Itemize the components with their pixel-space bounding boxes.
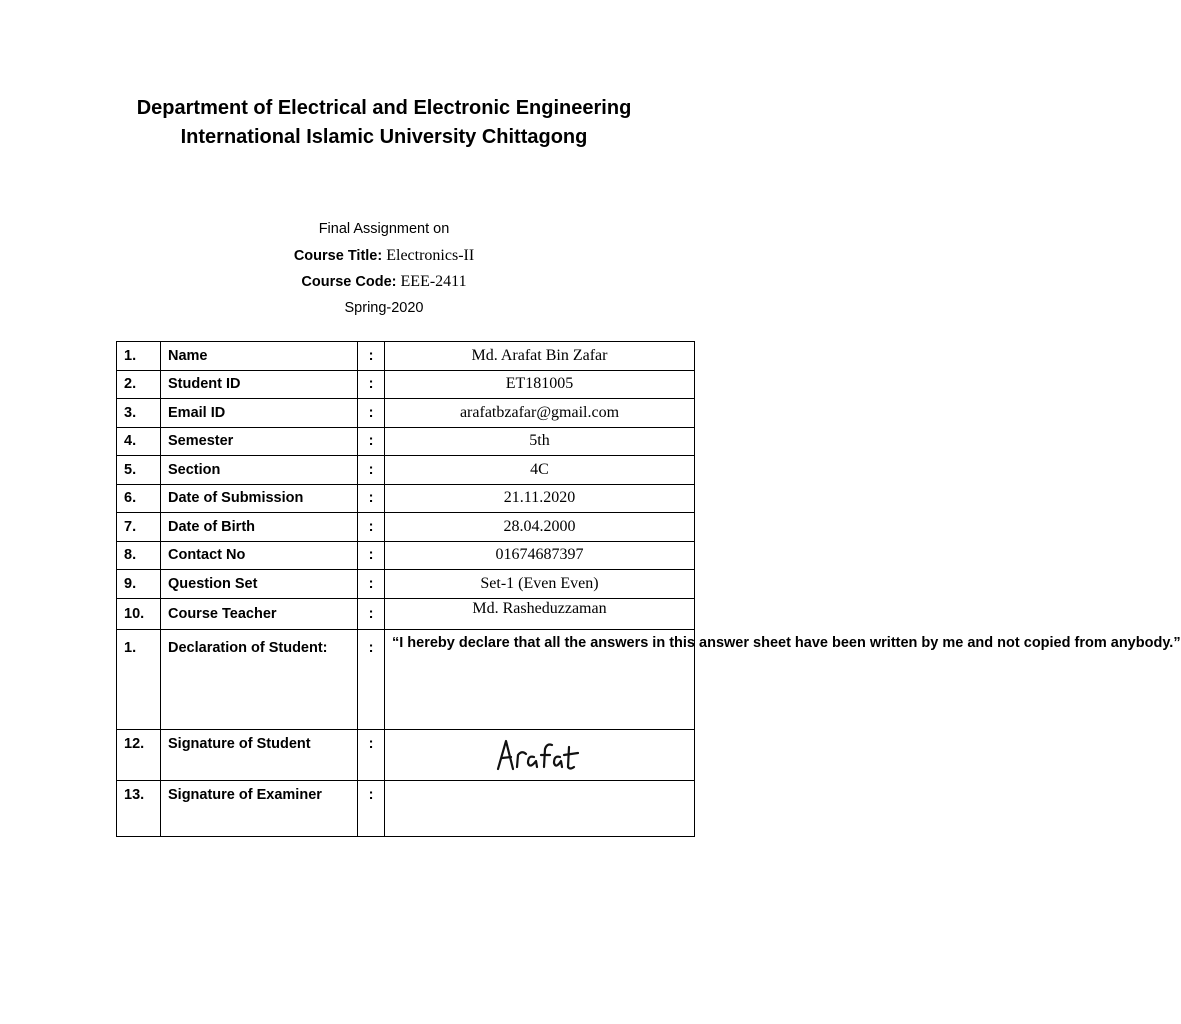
- assignment-heading: Final Assignment on: [318, 221, 450, 237]
- row-value: 5th: [385, 427, 695, 456]
- table-row: [117, 370, 695, 399]
- row-label: Course Teacher: [161, 598, 358, 629]
- course-code-label: Course Code:: [301, 274, 397, 290]
- row-label: Student ID: [161, 370, 358, 399]
- row-label: Date of Birth: [161, 513, 358, 542]
- row-label: Date of Submission: [161, 484, 358, 513]
- row-label: Email ID: [161, 399, 358, 428]
- row-colon: :: [358, 427, 385, 456]
- row-number: 1.: [117, 342, 161, 371]
- row-number: 13.: [117, 780, 161, 836]
- row-number: 5.: [117, 456, 161, 485]
- table-row: [117, 598, 695, 629]
- university-title: International Islamic University Chittagong: [180, 126, 588, 148]
- course-title-label: Course Title:: [293, 247, 383, 264]
- table-row: [117, 427, 695, 456]
- row-colon: :: [358, 598, 385, 629]
- department-title: Department of Electrical and Electronic Engineering: [136, 97, 632, 119]
- row-colon: :: [358, 541, 385, 570]
- row-number: 1.: [117, 629, 161, 729]
- row-number: 8.: [117, 541, 161, 570]
- document-header: [0, 94, 768, 152]
- table-row: [117, 399, 695, 428]
- examiner-signature-row: [117, 780, 695, 836]
- row-colon: :: [358, 484, 385, 513]
- declaration-text: “I hereby declare that all the answers in this answer sheet have been written by me and not copied from anybody.”: [385, 629, 695, 729]
- row-value: Set-1 (Even Even): [385, 570, 695, 599]
- row-number: 10.: [117, 598, 161, 629]
- row-number: 4.: [117, 427, 161, 456]
- row-label: Section: [161, 456, 358, 485]
- course-title-line: [0, 243, 768, 270]
- row-value: 01674687397: [385, 541, 695, 570]
- course-title-value: Electronics-II: [386, 246, 475, 264]
- row-label: Contact No: [161, 541, 358, 570]
- table-row: [117, 513, 695, 542]
- table-row: [117, 541, 695, 570]
- info-rows: [117, 342, 1181, 837]
- row-colon: :: [358, 513, 385, 542]
- row-value: ET181005: [385, 370, 695, 399]
- declaration-row: [117, 629, 695, 729]
- row-label: Signature of Examiner: [161, 780, 358, 836]
- row-value: Md. Arafat Bin Zafar: [385, 342, 695, 371]
- row-colon: :: [358, 342, 385, 371]
- assignment-info: [0, 217, 768, 321]
- course-code-value: EEE-2411: [400, 273, 467, 290]
- table-row: [117, 342, 695, 371]
- row-number: 9.: [117, 570, 161, 599]
- course-code-line: [0, 269, 768, 296]
- student-info-table: [116, 341, 1181, 837]
- row-value: arafatbzafar@gmail.com: [385, 399, 695, 428]
- row-label: Question Set: [161, 570, 358, 599]
- row-number: 6.: [117, 484, 161, 513]
- term-line: Spring-2020: [344, 299, 424, 316]
- row-label: Declaration of Student:: [161, 629, 358, 729]
- student-signature-image: [494, 733, 586, 777]
- row-label: Semester: [161, 427, 358, 456]
- row-label: Signature of Student: [161, 729, 358, 780]
- row-colon: :: [358, 780, 385, 836]
- row-value: 4C: [385, 456, 695, 485]
- row-value: 28.04.2000: [385, 513, 695, 542]
- row-colon: :: [358, 456, 385, 485]
- student-signature-cell: [385, 729, 695, 780]
- table-row: [117, 456, 695, 485]
- row-colon: :: [358, 399, 385, 428]
- table-row: [117, 570, 695, 599]
- row-colon: :: [358, 370, 385, 399]
- row-colon: :: [358, 729, 385, 780]
- row-label: Name: [161, 342, 358, 371]
- row-colon: :: [358, 629, 385, 729]
- row-number: 12.: [117, 729, 161, 780]
- table-row: [117, 484, 695, 513]
- row-number: 7.: [117, 513, 161, 542]
- row-colon: :: [358, 570, 385, 599]
- examiner-signature-cell: [385, 780, 695, 836]
- row-value: Md. Rasheduzzaman: [385, 598, 695, 629]
- row-value: 21.11.2020: [385, 484, 695, 513]
- student-signature-row: [117, 729, 695, 780]
- row-number: 3.: [117, 399, 161, 428]
- row-number: 2.: [117, 370, 161, 399]
